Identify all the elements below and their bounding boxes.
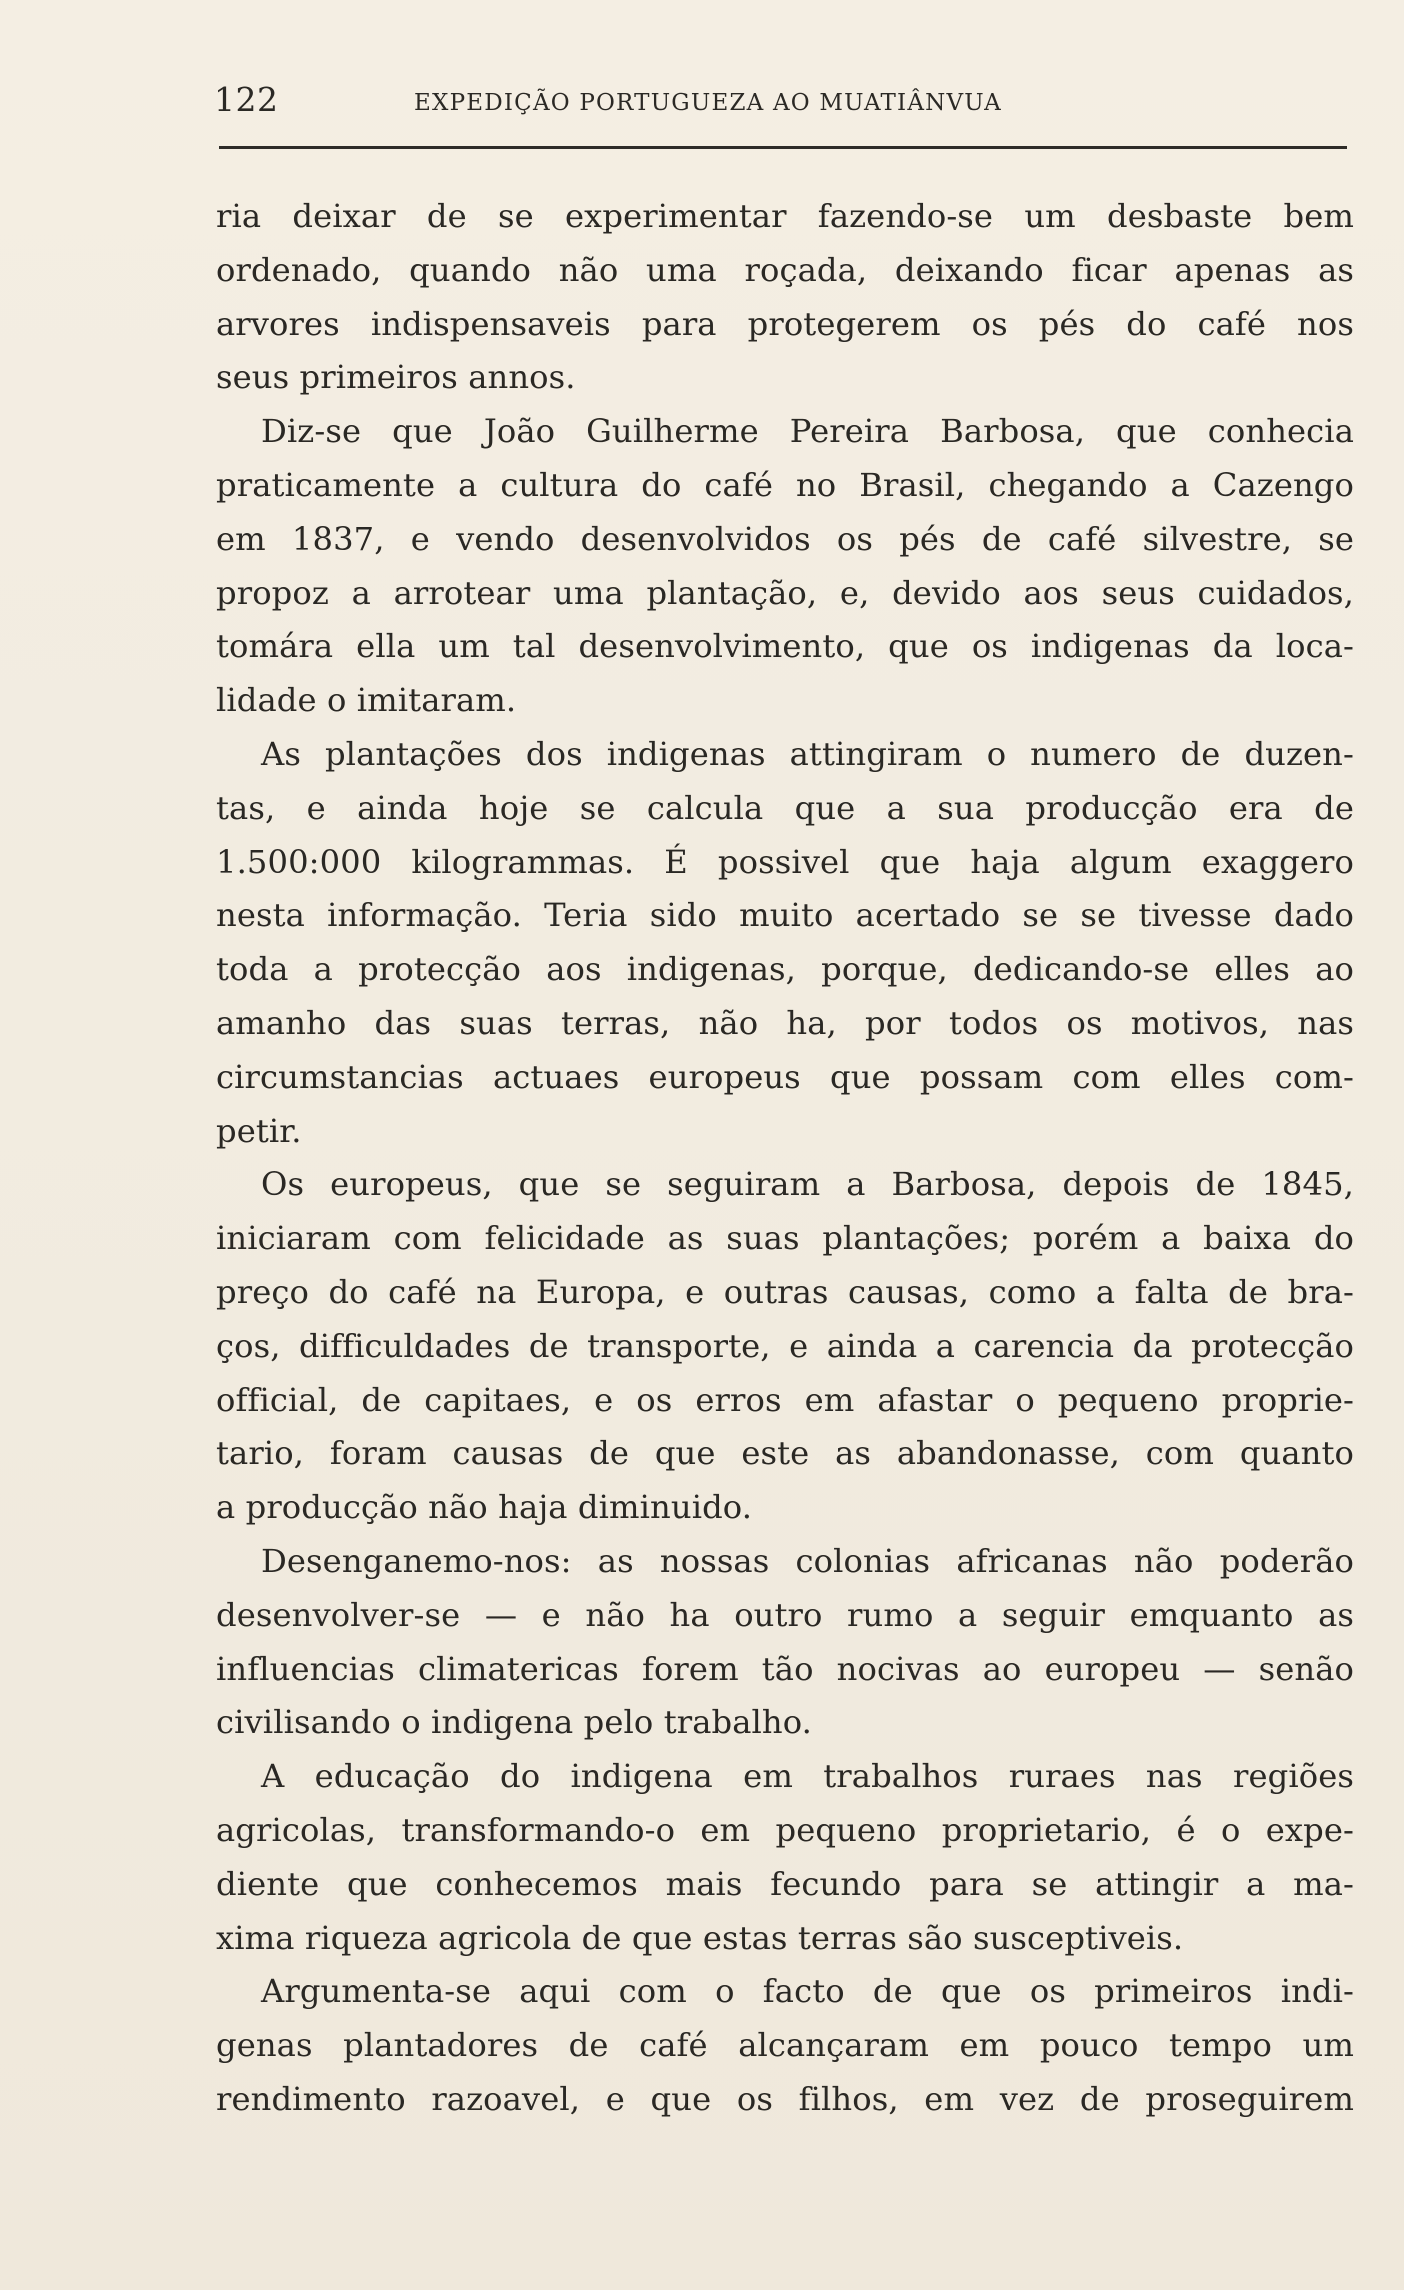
text-line: preço do café na Europa, e outras causas, como a falta de bra- (216, 1272, 1354, 1311)
text-line: Diz-se que João Guilherme Pereira Barbosa, que conhecia (261, 412, 1354, 451)
text-line: genas plantadores de café alcançaram em pouco tempo um (216, 2026, 1354, 2065)
text-line: 1.500:000 kilogrammas. É possivel que haja algum exaggero (216, 842, 1354, 881)
text-line: ria deixar de se experimentar fazendo-se um desbaste bem (216, 197, 1354, 235)
text-line: em 1837, e vendo desenvolvidos os pés de café silvestre, se (216, 519, 1354, 558)
text-line: nesta informação. Teria sido muito acertado se se tivesse dado (216, 896, 1354, 935)
text-line: Os europeus, que se seguiram a Barbosa, depois de 1845, (261, 1165, 1354, 1204)
header-rule (219, 146, 1347, 149)
text-line: official, de capitaes, e os erros em afastar o pequeno proprie- (216, 1380, 1354, 1419)
page-header (214, 78, 1354, 128)
text-line: A educação do indigena em trabalhos ruraes nas regiões (261, 1757, 1354, 1796)
text-line: Desenganemo-nos: as nossas colonias africanas não poderão (261, 1541, 1354, 1580)
text-line: ordenado, quando não uma roçada, deixando ficar apenas as (216, 250, 1354, 289)
text-line: circumstancias actuaes europeus que possam com elles com- (216, 1057, 1354, 1096)
text-line: propoz a arrotear uma plantação, e, devido aos seus cuidados, (216, 573, 1354, 612)
text-line: agricolas, transformando-o em pequeno proprietario, é o expe- (216, 1810, 1354, 1849)
text-line: influencias climatericas forem tão nocivas ao europeu — senão (216, 1649, 1354, 1688)
text-line: seus primeiros annos. (216, 358, 576, 397)
text-line: xima riqueza agricola de que estas terras são susceptiveis. (216, 1918, 1184, 1957)
text-line: desenvolver-se — e não ha outro rumo a seguir emquanto as (216, 1595, 1354, 1634)
text-line: diente que conhecemos mais fecundo para se attingir a ma- (216, 1864, 1354, 1903)
text-line: petir. (216, 1111, 302, 1150)
text-line: a producção não haja diminuido. (216, 1488, 753, 1527)
text-line: As plantações dos indigenas attingiram o numero de duzen- (261, 734, 1354, 773)
text-line: iniciaram com felicidade as suas plantações; porém a baixa do (216, 1219, 1354, 1258)
running-title: EXPEDIÇÃO PORTUGUEZA AO MUATIÂNVUA (414, 90, 1002, 116)
text-line: tas, e ainda hoje se calcula que a sua producção era de (216, 788, 1354, 827)
page-number: 122 (214, 80, 279, 119)
text-line: rendimento razoavel, e que os filhos, em vez de proseguirem (216, 2079, 1354, 2118)
text-line: toda a protecção aos indigenas, porque, dedicando-se elles ao (216, 950, 1354, 989)
text-line: Argumenta-se aqui com o facto de que os primeiros indi- (261, 1972, 1354, 2011)
text-line: ços, difficuldades de transporte, e ainda a carencia da protecção (216, 1326, 1354, 1365)
text-line: tomára ella um tal desenvolvimento, que os indigenas da loca- (216, 627, 1354, 666)
text-line: amanho das suas terras, não ha, por todos os motivos, nas (216, 1003, 1354, 1042)
text-line: tario, foram causas de que este as abandonasse, com quanto (216, 1434, 1354, 1473)
text-line: praticamente a cultura do café no Brasil, chegando a Cazengo (216, 465, 1354, 504)
text-line: civilisando o indigena pelo trabalho. (216, 1703, 813, 1742)
body-text (216, 190, 1354, 2127)
text-line: arvores indispensaveis para protegerem os pés do café nos (216, 304, 1354, 343)
text-line: lidade o imitaram. (216, 681, 517, 720)
